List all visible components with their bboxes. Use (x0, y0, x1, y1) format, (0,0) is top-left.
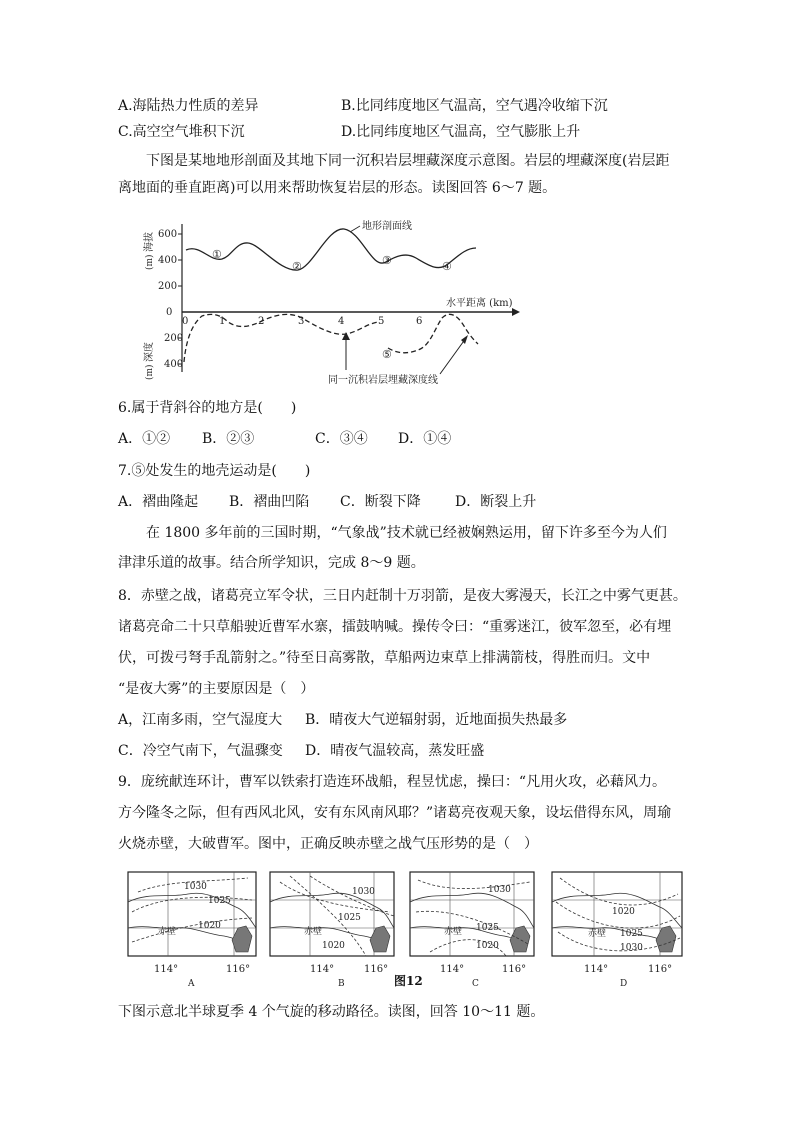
marker-4: ④ (442, 260, 452, 273)
pressure-maps-figure (122, 868, 688, 994)
top-axis-title: 海拔 (144, 232, 155, 252)
marker-5: ⑤ (382, 348, 392, 361)
option-7a: A．褶曲隆起 (118, 494, 199, 510)
option-7b: B．褶曲凹陷 (229, 494, 310, 510)
map-c-place: 赤壁 (444, 927, 463, 937)
x-tick-2: 2 (258, 316, 265, 327)
option-7c: C．断裂下降 (340, 494, 421, 510)
map-b-place: 赤壁 (304, 927, 323, 937)
option-5b: B.比同纬度地区气温高，空气遇冷收缩下沉 (341, 98, 608, 114)
option-8b: B．晴夜大气逆辐射弱，近地面损失热最多 (305, 712, 568, 728)
map-a-lon-114: 114° (154, 964, 179, 975)
map-b-isobar-1030: 1030 (352, 887, 375, 897)
option-6b: B．②③ (202, 431, 255, 447)
intro-6-7-line2: 离地面的垂直距离)可以用来帮助恢复岩层的形态。读图回答 6～7 题。 (118, 180, 557, 196)
map-a-isobar-1020: 1020 (198, 921, 221, 931)
x-tick-5: 5 (378, 316, 385, 327)
question-9-line3: 火烧赤壁，大破曹军。图中，正确反映赤壁之战气压形势的是（ ） (118, 836, 538, 852)
option-5c: C.高空空气堆积下沉 (118, 124, 245, 140)
top-tick-600: 600 (158, 229, 178, 240)
intro-8-9-line2: 津津乐道的故事。结合所学知识，完成 8～9 题。 (118, 555, 425, 571)
profile-figure (140, 212, 520, 394)
bottom-axis-unit: (m) (145, 364, 155, 380)
map-panel-d (552, 872, 682, 989)
map-c-letter: C (472, 979, 479, 989)
question-9-line1: 9．庞统献连环计，曹军以铁索打造连环战船，程昱忧虑，操曰：“凡用火攻，必藉风力。 (118, 774, 667, 790)
map-d-letter: D (620, 979, 628, 989)
x-axis-label: 水平距离 (km) (446, 298, 513, 309)
bottom-axis-title: 深度 (144, 342, 155, 362)
question-8-line2: 诸葛亮命二十只草船驶近曹军水寨，擂鼓呐喊。操传令曰：“重雾迷江，彼军忽至，必有埋 (118, 619, 672, 635)
option-8d: D．晴夜气温较高，蒸发旺盛 (305, 743, 485, 759)
map-a-isobar-1025: 1025 (208, 896, 231, 906)
question-8-line4: “是夜大雾”的主要原因是（ ） (118, 681, 315, 697)
stratum-label: 同一沉积岩层埋藏深度线 (328, 375, 438, 386)
map-b-lon-114: 114° (310, 964, 335, 975)
option-7d: D．断裂上升 (455, 494, 537, 510)
question-8-line3: 伏，可拨弓弩手乱箭射之。”待至日高雾散，草船两边束草上排满箭枝，得胜而归。文中 (118, 650, 651, 666)
marker-3: ③ (382, 254, 392, 267)
intro-8-9-line1: 在 1800 多年前的三国时期，“气象战”技术就已经被娴熟运用，留下许多至今为人们 (146, 525, 667, 541)
map-b-lon-116: 116° (364, 964, 389, 975)
option-6d: D．①④ (398, 431, 452, 447)
map-c-isobar-1025: 1025 (476, 923, 499, 933)
x-tick-0: 0 (182, 316, 189, 327)
option-5a: A.海陆热力性质的差异 (118, 98, 259, 114)
question-7-stem: 7.⑤处发生的地壳运动是( ) (118, 463, 311, 479)
map-c-isobar-1020: 1020 (476, 941, 499, 951)
question-8-line1: 8．赤壁之战，诸葛亮立军令状，三日内赶制十万羽箭，是夜大雾漫天，长江之中雾气更甚。 (118, 588, 687, 604)
map-c-isobar-1030: 1030 (488, 885, 511, 895)
bottom-tick-200: 200 (164, 333, 184, 344)
map-panel-c (410, 872, 534, 989)
x-axis-arrow (512, 308, 520, 316)
map-a-lon-116: 116° (226, 964, 251, 975)
marker-1: ① (212, 248, 222, 261)
map-a-place: 赤壁 (158, 927, 177, 937)
option-5d: D.比同纬度地区气温高，空气膨胀上升 (341, 124, 581, 140)
map-a-letter: A (188, 979, 195, 989)
option-6a: A．①② (118, 431, 171, 447)
top-tick-0: 0 (166, 307, 173, 318)
map-b-isobar-1020: 1020 (322, 941, 345, 951)
bottom-tick-400: 400 (164, 359, 184, 370)
map-b-letter: B (338, 979, 345, 989)
x-tick-4: 4 (338, 316, 345, 327)
terrain-profile-line (186, 229, 476, 270)
question-9-line2: 方今隆冬之际，但有西风北风，安有东风南风耶？”诸葛亮夜观天象，设坛借得东风，周瑜 (118, 805, 672, 821)
intro-10-11: 下图示意北半球夏季 4 个气旋的移动路径。读图，回答 10～11 题。 (118, 1004, 545, 1020)
map-a-isobar-1030: 1030 (184, 882, 207, 892)
option-6c: C．③④ (315, 431, 368, 447)
question-6-stem: 6.属于背斜谷的地方是( ) (118, 400, 297, 416)
top-tick-200: 200 (158, 281, 178, 292)
map-d-lon-116: 116° (648, 964, 673, 975)
map-panel-a (128, 872, 256, 989)
intro-6-7-line1: 下图是某地地形剖面及其地下同一沉积岩层埋藏深度示意图。岩层的埋藏深度(岩层距 (146, 153, 670, 169)
map-d-lon-114: 114° (584, 964, 609, 975)
terrain-label: 地形剖面线 (362, 221, 412, 232)
marker-2: ② (292, 260, 302, 273)
map-c-lon-114: 114° (440, 964, 465, 975)
map-d-isobar-1030: 1030 (620, 943, 643, 953)
map-b-isobar-1025: 1025 (338, 913, 361, 923)
stratum-line-right (388, 314, 478, 352)
top-tick-400: 400 (158, 255, 178, 266)
map-panel-b (270, 872, 394, 989)
option-8a: A，江南多雨，空气湿度大 (118, 712, 283, 728)
option-8c: C．冷空气南下，气温骤变 (118, 743, 283, 759)
x-tick-6: 6 (416, 316, 423, 327)
map-d-isobar-1025: 1025 (620, 929, 643, 939)
top-axis-unit: (m) (145, 254, 155, 270)
map-d-isobar-1020: 1020 (612, 907, 635, 917)
map-c-lon-116: 116° (502, 964, 527, 975)
maps-caption: 图12 (394, 974, 423, 988)
x-tick-3: 3 (298, 316, 305, 327)
x-tick-1: 1 (219, 316, 226, 327)
map-d-place: 赤壁 (588, 929, 607, 939)
